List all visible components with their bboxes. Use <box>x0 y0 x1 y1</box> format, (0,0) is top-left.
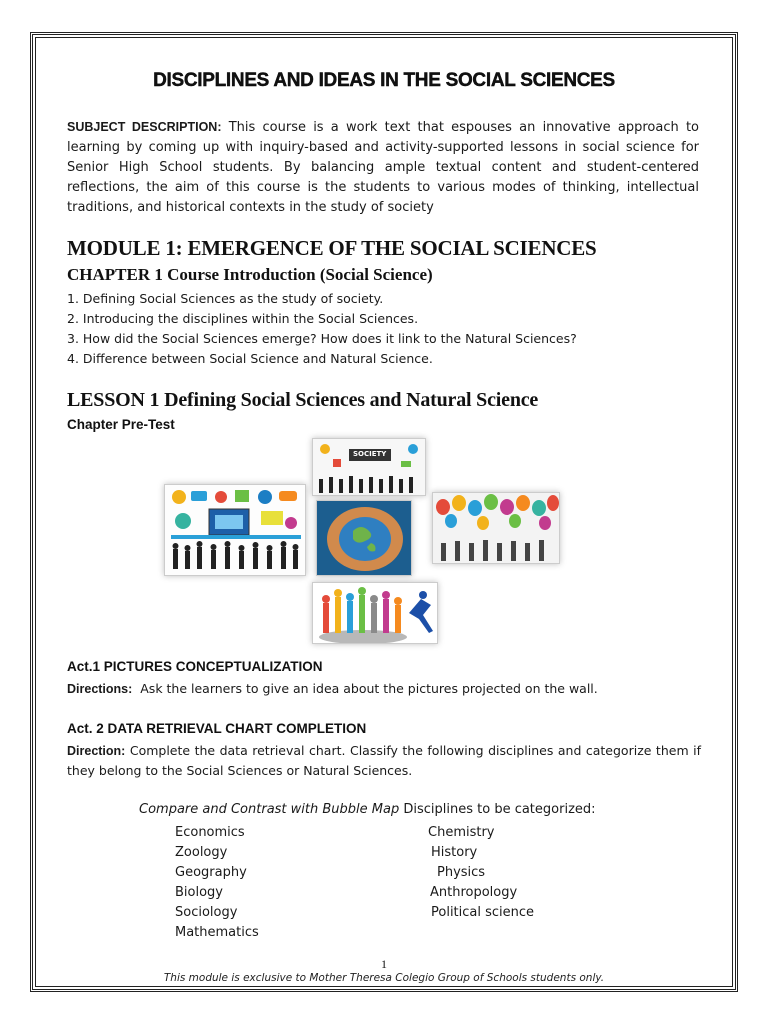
act1-directions-text: Ask the learners to give an idea about the pictures projected on the wall. <box>140 681 598 696</box>
list-item: Chemistry <box>428 825 495 840</box>
subject-description-label: SUBJECT DESCRIPTION: <box>67 120 222 134</box>
chapter-outline <box>67 289 577 369</box>
disciplines-left-column <box>175 823 259 943</box>
society-image <box>312 438 426 496</box>
list-item: History <box>431 845 478 860</box>
list-item: 2. Introducing the disciplines within the Social Sciences. <box>67 311 419 326</box>
chapter-heading: CHAPTER 1 Course Introduction (Social Science) <box>67 265 433 284</box>
act2-directions-text: Complete the data retrieval chart. Classify the following disciplines and categorize them if they belong to the Social Sciences or Natural Sciences. <box>67 743 701 778</box>
list-item: Physics <box>437 865 486 880</box>
list-item: Biology <box>175 885 223 900</box>
bubble-map-rest: Disciplines to be categorized: <box>403 802 596 817</box>
pretest-heading: Chapter Pre-Test <box>67 417 175 432</box>
list-item: 3. How did the Social Sciences emerge? How does it link to the Natural Sciences? <box>67 331 577 346</box>
diversity-image <box>312 582 438 644</box>
list-item: 1. Defining Social Sciences as the study of society. <box>67 291 384 306</box>
act1-directions-label: Directions: <box>67 682 133 696</box>
lesson-heading: LESSON 1 Defining Social Sciences and Natural Science <box>67 389 539 411</box>
society-label: SOCIETY <box>353 450 387 458</box>
subject-description-text: This course is a work text that espouses an innovative approach to learning by coming up with inquiry-based and activity-supported lessons in social science for Senior High School students. By balancing ample textual content and student-centered reflections, the aim of this course is the students to various modes of thinking, intellectual traditions, and historical contexts in the study of society <box>67 120 699 215</box>
list-item: Zoology <box>175 845 228 860</box>
act1-heading: Act.1 PICTURES CONCEPTUALIZATION <box>67 659 323 674</box>
community-image <box>432 492 560 564</box>
list-item: 4. Difference between Social Science and Natural Science. <box>67 351 433 366</box>
list-item: Mathematics <box>175 925 259 940</box>
pretest-image-collage <box>160 436 570 648</box>
act1-directions <box>67 679 701 699</box>
list-item: Geography <box>175 865 247 880</box>
act2-heading: Act. 2 DATA RETRIEVAL CHART COMPLETION <box>67 721 367 736</box>
bubble-map-italic: Compare and Contrast with Bubble Map <box>139 802 400 817</box>
disciplines-right-column <box>428 823 534 923</box>
list-item: Political science <box>431 905 535 920</box>
page-number: 1 <box>381 957 387 971</box>
bubble-map-instruction <box>139 802 596 817</box>
subject-description <box>67 117 699 218</box>
list-item: Sociology <box>175 905 238 920</box>
act2-directions <box>67 741 701 781</box>
list-item: Economics <box>175 825 245 840</box>
act2-directions-label: Direction: <box>67 744 126 758</box>
module-heading: MODULE 1: EMERGENCE OF THE SOCIAL SCIENCES <box>67 236 597 260</box>
list-item: Anthropology <box>430 885 518 900</box>
globe-image <box>316 500 412 576</box>
social-media-image <box>164 484 306 576</box>
footer-note: This module is exclusive to Mother Theresa Colegio Group of Schools students only. <box>163 972 605 984</box>
document-title: DISCIPLINES AND IDEAS IN THE SOCIAL SCIENCES <box>153 70 615 91</box>
